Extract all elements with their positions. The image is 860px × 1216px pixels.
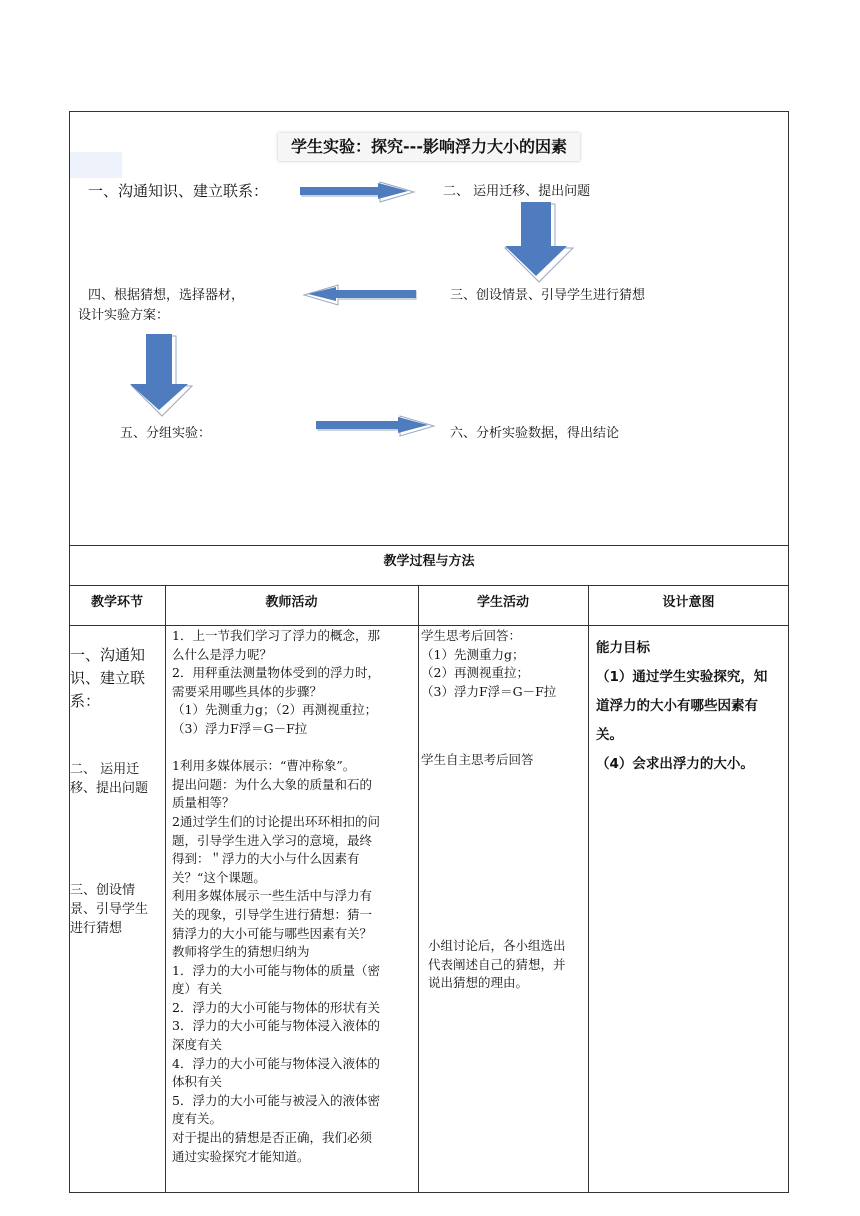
column-header-stage: 教学环节 <box>90 595 143 610</box>
design-goal-line: （1）通过学生实验探究，知 <box>596 669 768 685</box>
teacher-line <box>172 739 417 758</box>
teacher-line: 关？“这个课题。 <box>172 869 266 885</box>
student-activity-2 <box>421 751 586 770</box>
stage-1 <box>70 644 164 713</box>
page-title: 学生实验：探究---影响浮力大小的因素 <box>278 133 580 161</box>
student-activity-1 <box>421 627 586 701</box>
design-goal-line: 关。 <box>596 727 623 743</box>
teacher-line: （3）浮力F浮＝G－F拉 <box>172 720 308 736</box>
student-line: 说出猜想的理由。 <box>428 975 529 991</box>
teacher-line: 体积有关 <box>172 1074 223 1090</box>
teacher-line: 3．浮力的大小可能与物体浸入液体的 <box>172 1018 380 1034</box>
teacher-line: 度）有关 <box>172 981 223 997</box>
design-intent <box>596 634 790 779</box>
stage-1-line: 系： <box>70 692 101 710</box>
flow-step-5: 五、分组实验： <box>120 426 212 441</box>
divider-top-section <box>69 545 789 546</box>
teacher-line: 质量相等？ <box>172 795 235 811</box>
teacher-line: 2通过学生们的讨论提出环环相扣的问 <box>172 813 380 829</box>
arrow-right-icon <box>316 414 436 438</box>
flow-step-6: 六、分析实验数据，得出结论 <box>450 426 620 441</box>
teacher-line: 2．用秤重法测量物体受到的浮力时， <box>172 665 380 681</box>
arrow-down-icon <box>505 202 575 284</box>
teacher-line: 利用多媒体展示一些生活中与浮力有 <box>172 888 373 904</box>
stage-3 <box>70 881 164 938</box>
flow-step-4-line1: 四、根据猜想，选择器材， <box>88 288 245 303</box>
teacher-activity <box>172 627 417 1166</box>
student-line: （2）再测视重拉； <box>421 665 529 681</box>
teacher-line: 通过实验探究才能知道。 <box>172 1148 310 1164</box>
flow-step-4-line2: 设计实验方案： <box>78 308 170 323</box>
teacher-line: 1．上一节我们学习了浮力的概念，那 <box>172 628 380 643</box>
design-goal-line: （4）会求出浮力的大小。 <box>596 756 754 772</box>
design-heading: 能力目标 <box>596 640 650 656</box>
arrow-down-icon <box>128 334 194 418</box>
stage-2-line: 移、提出问题 <box>70 781 149 796</box>
teacher-line: 5．浮力的大小可能与被浸入的液体密 <box>172 1092 380 1108</box>
flow-step-3: 三、创设情景、引导学生进行猜想 <box>450 288 646 303</box>
stage-2-line: 二、 运用迁 <box>70 762 140 777</box>
section-title: 教学过程与方法 <box>383 554 475 569</box>
column-divider-1 <box>165 585 166 1193</box>
teacher-line: 得到：＂浮力的大小与什么因素有 <box>172 851 360 867</box>
divider-table-header <box>69 625 789 626</box>
highlight-block <box>70 152 122 178</box>
teacher-line: 么什么是浮力呢？ <box>172 646 273 662</box>
teacher-line: 教师将学生的猜想归纳为 <box>172 944 310 960</box>
student-line: 学生自主思考后回答 <box>421 752 534 767</box>
stage-3-line: 三、创设情 <box>70 883 136 898</box>
student-activity-3 <box>428 937 588 993</box>
stage-1-line: 识、建立联 <box>70 669 146 687</box>
student-line: （3）浮力F浮＝G－F拉 <box>421 683 557 699</box>
stage-3-line: 景、引导学生 <box>70 902 149 917</box>
column-header-design: 设计意图 <box>662 595 715 610</box>
stage-1-line: 一、沟通知 <box>70 646 146 664</box>
stage-2 <box>70 760 164 798</box>
column-divider-2 <box>418 585 419 1193</box>
arrow-left-icon <box>300 284 418 306</box>
teacher-line: 4．浮力的大小可能与物体浸入液体的 <box>172 1055 380 1071</box>
teacher-line: 深度有关 <box>172 1037 223 1053</box>
student-line: 代表阐述自己的猜想，并 <box>428 956 566 972</box>
teacher-line: 猜浮力的大小可能与哪些因素有关？ <box>172 925 373 941</box>
teacher-line: 1．浮力的大小可能与物体的质量（密 <box>172 962 380 978</box>
teacher-line: 1利用多媒体展示：“曹冲称象”。 <box>172 758 356 774</box>
stage-3-line: 进行猜想 <box>70 921 123 936</box>
column-header-teacher: 教师活动 <box>265 595 318 610</box>
flow-step-1: 一、沟通知识、建立联系： <box>88 182 269 200</box>
teacher-line: 关的现象，引导学生进行猜想：猜一 <box>172 906 373 922</box>
teacher-line: 题，引导学生进入学习的意境，最终 <box>172 832 373 848</box>
divider-section-title <box>69 585 789 586</box>
teacher-line: 度有关。 <box>172 1111 223 1127</box>
teacher-line: （1）先测重力g；（2）再测视重拉； <box>172 702 378 718</box>
column-header-student: 学生活动 <box>476 595 529 610</box>
student-line: （1）先测重力g； <box>421 646 525 662</box>
arrow-right-icon <box>300 180 418 204</box>
student-line: 学生思考后回答： <box>421 628 522 643</box>
column-divider-3 <box>588 585 589 1193</box>
teacher-line: 对于提出的猜想是否正确，我们必须 <box>172 1130 373 1146</box>
flow-step-2: 二、 运用迁移、提出问题 <box>443 184 591 199</box>
design-goal-line: 道浮力的大小有哪些因素有 <box>596 698 758 714</box>
teacher-line: 提出问题：为什么大象的质量和石的 <box>172 776 373 792</box>
teacher-line: 2．浮力的大小可能与物体的形状有关 <box>172 999 380 1015</box>
teacher-line: 需要采用哪些具体的步骤？ <box>172 683 323 699</box>
student-line: 小组讨论后，各小组选出 <box>428 938 566 953</box>
